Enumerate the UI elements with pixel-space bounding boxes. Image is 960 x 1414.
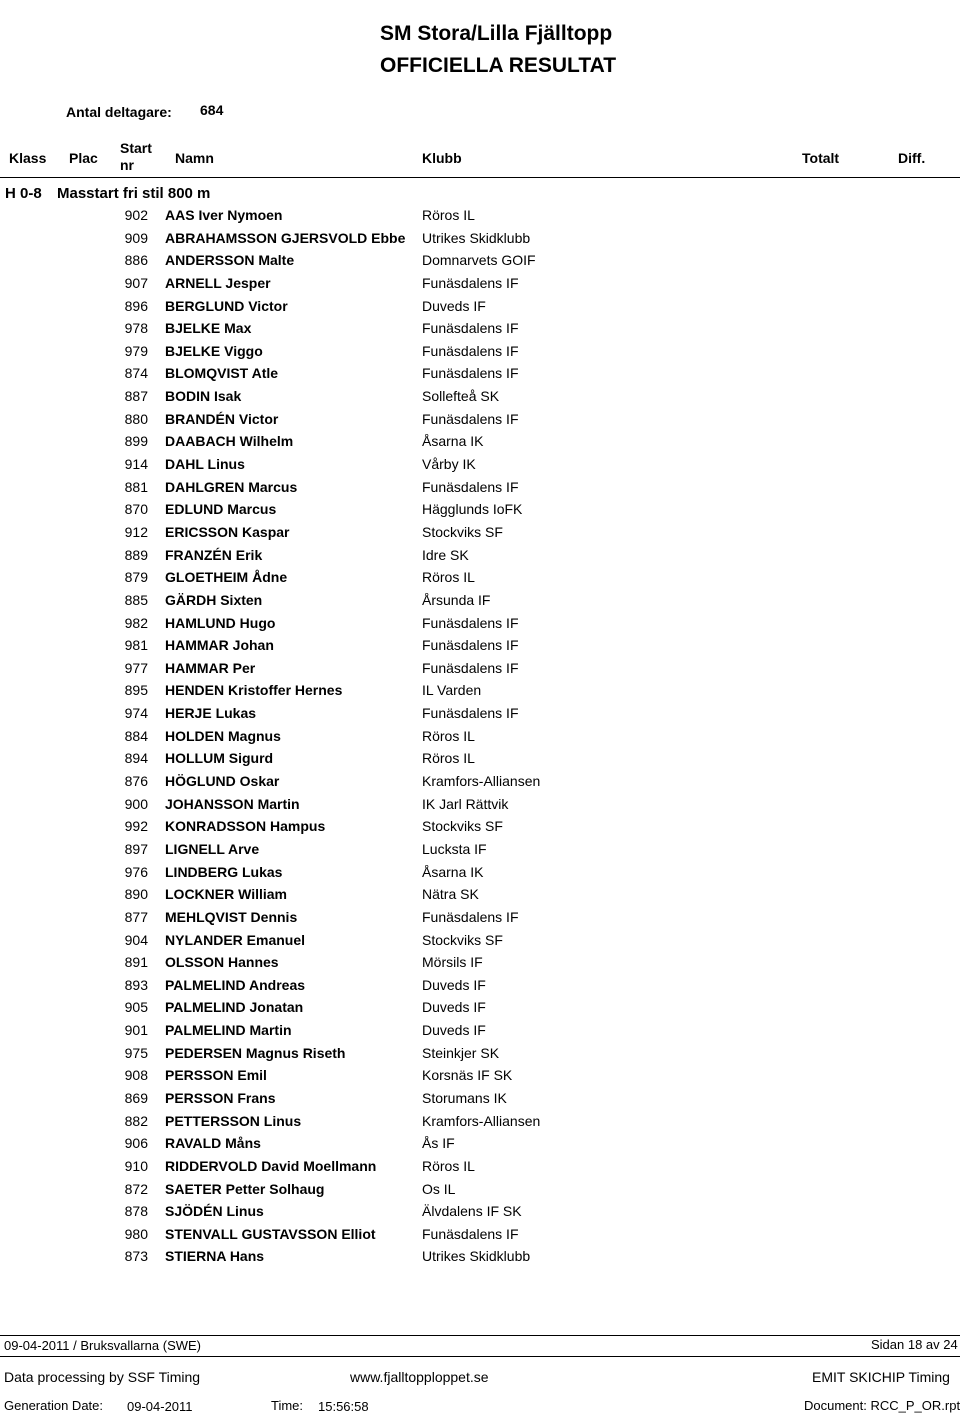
athlete-name: LIGNELL Arve: [165, 840, 260, 857]
club-name: Os IL: [422, 1180, 456, 1197]
col-plac: Plac: [69, 150, 98, 166]
table-row: [0, 318, 960, 341]
table-row: [0, 794, 960, 817]
club-name: Idre SK: [422, 546, 469, 563]
start-nr: 874: [124, 365, 148, 382]
table-row: [0, 1133, 960, 1156]
start-nr: 910: [124, 1157, 148, 1174]
table-row: [0, 454, 960, 477]
club-name: Funäsdalens IF: [422, 274, 519, 291]
table-row: [0, 1201, 960, 1224]
table-row: [0, 771, 960, 794]
title-line-1: SM Stora/Lilla Fjälltopp: [380, 22, 613, 45]
athlete-name: BLOMQVIST Atle: [165, 365, 279, 382]
table-row: [0, 952, 960, 975]
start-nr: 979: [124, 342, 148, 359]
athlete-name: HAMMAR Johan: [165, 637, 274, 654]
table-row: [0, 930, 960, 953]
table-row: [0, 1088, 960, 1111]
athlete-name: HOLDEN Magnus: [165, 727, 281, 744]
club-name: Funäsdalens IF: [422, 1225, 519, 1242]
club-name: Funäsdalens IF: [422, 342, 519, 359]
table-row: [0, 997, 960, 1020]
start-nr: 887: [124, 388, 148, 405]
athlete-name: OLSSON Hannes: [165, 954, 279, 971]
table-row: [0, 907, 960, 930]
athlete-name: KONRADSSON Hampus: [165, 818, 326, 835]
club-name: Duveds IF: [422, 1022, 486, 1039]
athlete-name: NYLANDER Emanuel: [165, 931, 306, 948]
start-nr: 899: [124, 433, 148, 450]
club-name: Åsarna IK: [422, 863, 484, 880]
athlete-name: BJELKE Viggo: [165, 342, 263, 359]
athlete-name: LINDBERG Lukas: [165, 863, 283, 880]
col-diff: Diff.: [898, 150, 926, 166]
table-row: [0, 862, 960, 885]
start-nr: 906: [124, 1135, 148, 1152]
col-namn: Namn: [175, 150, 214, 166]
table-row: [0, 748, 960, 771]
athlete-name: DAABACH Wilhelm: [165, 433, 294, 450]
start-nr: 907: [124, 274, 148, 291]
start-nr: 893: [124, 976, 148, 993]
table-row: [0, 250, 960, 273]
footer-document: Document: RCC_P_OR.rpt: [804, 1398, 960, 1413]
start-nr: 978: [124, 320, 148, 337]
club-name: Stockviks SF: [422, 818, 503, 835]
athlete-name: DAHL Linus: [165, 456, 245, 473]
club-name: Utrikes Skidklubb: [422, 229, 531, 246]
table-row: [0, 884, 960, 907]
athlete-name: PETTERSSON Linus: [165, 1112, 302, 1129]
club-name: Älvdalens IF SK: [422, 1203, 522, 1220]
start-nr: 909: [124, 229, 148, 246]
participants-count: 684: [200, 102, 224, 118]
table-row: [0, 567, 960, 590]
club-name: Stockviks SF: [422, 931, 503, 948]
table-row: [0, 839, 960, 862]
club-name: Kramfors-Alliansen: [422, 773, 541, 790]
athlete-name: HAMLUND Hugo: [165, 614, 276, 631]
table-row: [0, 726, 960, 749]
club-name: Storumans IK: [422, 1089, 507, 1106]
table-row: [0, 590, 960, 613]
table-row: [0, 296, 960, 319]
athlete-name: BRANDÉN Victor: [165, 410, 279, 427]
start-nr: 900: [124, 795, 148, 812]
club-name: Utrikes Skidklubb: [422, 1248, 531, 1265]
athlete-name: PALMELIND Jonatan: [165, 999, 304, 1016]
start-nr: 980: [124, 1225, 148, 1242]
start-nr: 878: [124, 1203, 148, 1220]
start-nr: 901: [124, 1022, 148, 1039]
club-name: IL Varden: [422, 682, 482, 699]
athlete-name: BJELKE Max: [165, 320, 252, 337]
start-nr: 977: [124, 659, 148, 676]
club-name: Röros IL: [422, 727, 475, 744]
club-name: Mörsils IF: [422, 954, 483, 971]
start-nr: 882: [124, 1112, 148, 1129]
athlete-name: PALMELIND Andreas: [165, 976, 306, 993]
table-row: [0, 205, 960, 228]
athlete-name: LOCKNER William: [165, 886, 287, 903]
athlete-name: BERGLUND Victor: [165, 297, 288, 314]
club-name: Röros IL: [422, 569, 475, 586]
table-row: [0, 545, 960, 568]
club-name: Domnarvets GOIF: [422, 252, 536, 269]
table-row: [0, 499, 960, 522]
club-name: Duveds IF: [422, 297, 486, 314]
footer-divider-mid: [0, 1356, 960, 1357]
col-start-line1: Start: [120, 140, 152, 156]
participants-label: Antal deltagare:: [66, 104, 172, 120]
club-name: Hägglunds IoFK: [422, 501, 523, 518]
club-name: Kramfors-Alliansen: [422, 1112, 541, 1129]
table-row: [0, 1043, 960, 1066]
club-name: Funäsdalens IF: [422, 320, 519, 337]
club-name: Stockviks SF: [422, 523, 503, 540]
table-row: [0, 1111, 960, 1134]
start-nr: 992: [124, 818, 148, 835]
start-nr: 896: [124, 297, 148, 314]
table-row: [0, 341, 960, 364]
athlete-name: ERICSSON Kaspar: [165, 523, 290, 540]
start-nr: 879: [124, 569, 148, 586]
athlete-name: RIDDERVOLD David Moellmann: [165, 1157, 377, 1174]
table-row: [0, 1224, 960, 1247]
table-row: [0, 363, 960, 386]
start-nr: 884: [124, 727, 148, 744]
club-name: Funäsdalens IF: [422, 410, 519, 427]
start-nr: 894: [124, 750, 148, 767]
start-nr: 904: [124, 931, 148, 948]
start-nr: 975: [124, 1044, 148, 1061]
col-klass: Klass: [9, 150, 47, 166]
table-row: [0, 703, 960, 726]
start-nr: 902: [124, 207, 148, 223]
club-name: Röros IL: [422, 750, 475, 767]
athlete-name: HENDEN Kristoffer Hernes: [165, 682, 343, 699]
start-nr: 870: [124, 501, 148, 518]
club-name: Funäsdalens IF: [422, 614, 519, 631]
footer-time-label: Time:: [271, 1398, 304, 1413]
athlete-name: SAETER Petter Solhaug: [165, 1180, 325, 1197]
footer-timing-brand: EMIT SKICHIP Timing: [812, 1369, 950, 1385]
start-nr: 886: [124, 252, 148, 269]
table-row: [0, 1065, 960, 1088]
table-row: [0, 1020, 960, 1043]
table-row: [0, 522, 960, 545]
table-row: [0, 228, 960, 251]
start-nr: 912: [124, 523, 148, 540]
club-name: Funäsdalens IF: [422, 637, 519, 654]
club-name: Röros IL: [422, 1157, 475, 1174]
title-line-2: OFFICIELLA RESULTAT: [380, 54, 617, 77]
club-name: Korsnäs IF SK: [422, 1067, 513, 1084]
table-row: [0, 816, 960, 839]
start-nr: 873: [124, 1248, 148, 1265]
start-nr: 897: [124, 840, 148, 857]
athlete-name: PERSSON Emil: [165, 1067, 267, 1084]
col-klubb: Klubb: [422, 150, 462, 166]
club-name: Steinkjer SK: [422, 1044, 500, 1061]
club-name: Duveds IF: [422, 999, 486, 1016]
table-row: [0, 477, 960, 500]
start-nr: 905: [124, 999, 148, 1016]
footer-date-place: 09-04-2011 / Bruksvallarna (SWE): [4, 1338, 202, 1353]
header-divider: [0, 177, 960, 178]
athlete-name: FRANZÉN Erik: [165, 546, 263, 563]
start-nr: 889: [124, 546, 148, 563]
table-row: [0, 613, 960, 636]
col-totalt: Totalt: [802, 150, 840, 166]
section-race: Masstart fri stil 800 m: [57, 185, 211, 202]
footer-data-processing: Data processing by SSF Timing: [4, 1369, 201, 1385]
results-list: [0, 205, 960, 1269]
athlete-name: GÄRDH Sixten: [165, 591, 263, 608]
athlete-name: HAMMAR Per: [165, 659, 256, 676]
athlete-name: ARNELL Jesper: [165, 274, 271, 291]
table-row: [0, 635, 960, 658]
athlete-name: STIERNA Hans: [165, 1248, 265, 1265]
athlete-name: PERSSON Frans: [165, 1089, 276, 1106]
start-nr: 908: [124, 1067, 148, 1084]
athlete-name: GLOETHEIM Ådne: [165, 569, 288, 586]
table-row: [0, 431, 960, 454]
athlete-name: HÖGLUND Oskar: [165, 773, 280, 790]
footer-generation-label: Generation Date:: [4, 1398, 104, 1413]
club-name: Sollefteå SK: [422, 388, 500, 405]
athlete-name: RAVALD Måns: [165, 1135, 261, 1152]
athlete-name: PEDERSEN Magnus Riseth: [165, 1044, 346, 1061]
start-nr: 869: [124, 1089, 148, 1106]
col-start-line2: nr: [120, 157, 134, 173]
athlete-name: AAS Iver Nymoen: [165, 207, 283, 223]
club-name: Vårby IK: [422, 456, 476, 473]
table-row: [0, 1156, 960, 1179]
table-row: [0, 409, 960, 432]
athlete-name: BODIN Isak: [165, 388, 242, 405]
club-name: Åsarna IK: [422, 433, 484, 450]
table-row: [0, 273, 960, 296]
start-nr: 895: [124, 682, 148, 699]
club-name: Lucksta IF: [422, 840, 487, 857]
club-name: Funäsdalens IF: [422, 908, 519, 925]
table-row: [0, 680, 960, 703]
table-row: [0, 975, 960, 998]
table-row: [0, 1246, 960, 1269]
start-nr: 876: [124, 773, 148, 790]
footer-generation-date: 09-04-2011: [127, 1399, 193, 1414]
footer-page: Sidan 18 av 24: [871, 1337, 958, 1352]
start-nr: 976: [124, 863, 148, 880]
club-name: Duveds IF: [422, 976, 486, 993]
start-nr: 880: [124, 410, 148, 427]
start-nr: 914: [124, 456, 148, 473]
athlete-name: DAHLGREN Marcus: [165, 478, 298, 495]
table-row: [0, 386, 960, 409]
start-nr: 881: [124, 478, 148, 495]
club-name: Funäsdalens IF: [422, 659, 519, 676]
footer-website: www.fjalltopploppet.se: [350, 1369, 489, 1385]
start-nr: 974: [124, 705, 148, 722]
athlete-name: ANDERSSON Malte: [165, 252, 295, 269]
start-nr: 981: [124, 637, 148, 654]
athlete-name: EDLUND Marcus: [165, 501, 277, 518]
start-nr: 891: [124, 954, 148, 971]
start-nr: 890: [124, 886, 148, 903]
club-name: Röros IL: [422, 207, 475, 223]
athlete-name: MEHLQVIST Dennis: [165, 908, 298, 925]
club-name: Funäsdalens IF: [422, 365, 519, 382]
athlete-name: JOHANSSON Martin: [165, 795, 300, 812]
footer-divider-top: [0, 1335, 960, 1336]
start-nr: 982: [124, 614, 148, 631]
table-row: [0, 1179, 960, 1202]
club-name: Ås IF: [422, 1135, 455, 1152]
athlete-name: STENVALL GUSTAVSSON Elliot: [165, 1225, 376, 1242]
athlete-name: SJÖDÉN Linus: [165, 1203, 264, 1220]
club-name: Funäsdalens IF: [422, 478, 519, 495]
club-name: Årsunda IF: [422, 591, 491, 608]
club-name: IK Jarl Rättvik: [422, 795, 509, 812]
table-row: [0, 658, 960, 681]
club-name: Funäsdalens IF: [422, 705, 519, 722]
club-name: Nätra SK: [422, 886, 479, 903]
athlete-name: ABRAHAMSSON GJERSVOLD Ebbe: [165, 229, 406, 246]
athlete-name: HOLLUM Sigurd: [165, 750, 274, 767]
start-nr: 885: [124, 591, 148, 608]
start-nr: 872: [124, 1180, 148, 1197]
athlete-name: PALMELIND Martin: [165, 1022, 292, 1039]
athlete-name: HERJE Lukas: [165, 705, 257, 722]
start-nr: 877: [124, 908, 148, 925]
section-class: H 0-8: [5, 185, 42, 202]
footer-time-value: 15:56:58: [318, 1399, 369, 1414]
